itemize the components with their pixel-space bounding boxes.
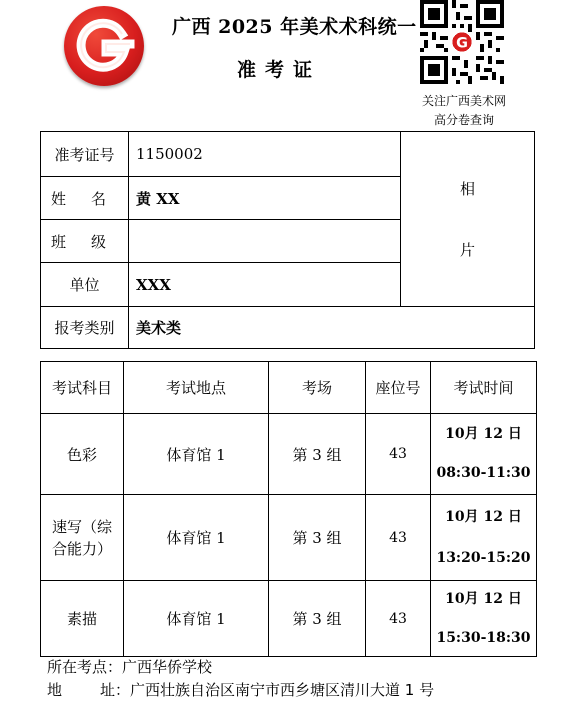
table-row-room: 第 3 组 xyxy=(292,610,342,628)
col-header-location: 考试地点 xyxy=(165,379,226,397)
qr-caption: 关注广西美术网 xyxy=(421,94,506,108)
exam-time: 15:30-18:30 xyxy=(436,629,531,646)
table-row-room: 第 3 组 xyxy=(292,445,342,464)
exam-date: 10月 12 日 xyxy=(445,508,522,525)
address-value: 广西壮族自治区南宁市西乡塘区清川大道 1 号 xyxy=(130,681,435,699)
col-header-subject: 考试科目 xyxy=(51,379,112,397)
category-value: 美术类 xyxy=(136,319,182,337)
qr-caption-sub: 高分卷查询 xyxy=(433,113,494,127)
name-value: 黄 XX xyxy=(136,189,180,208)
table-row-subject: 色彩 xyxy=(66,445,97,464)
exam-date: 10月 12 日 xyxy=(445,426,522,442)
page-subtitle: 准考证 xyxy=(237,59,322,81)
photo-label-b: 片 xyxy=(459,241,475,259)
table-row-seat: 43 xyxy=(389,529,407,546)
address-label-b: 址： xyxy=(100,681,131,699)
table-row-room: 第 3 组 xyxy=(292,529,342,547)
candidate-info-table xyxy=(40,131,535,349)
exam-schedule-table xyxy=(40,361,537,657)
address-line xyxy=(47,679,434,700)
exam-time: 08:30-11:30 xyxy=(436,465,531,481)
class-label-a: 班 xyxy=(51,232,67,251)
table-row-subject: 素描 xyxy=(66,610,97,628)
unit-label: 单位 xyxy=(69,276,100,294)
table-row-seat: 43 xyxy=(389,446,407,462)
table-row-location: 体育馆 1 xyxy=(166,529,226,547)
exam-time: 13:20-15:20 xyxy=(436,549,531,566)
col-header-seat: 座位号 xyxy=(375,379,421,397)
class-label-b: 级 xyxy=(90,232,106,251)
class-label xyxy=(41,220,128,262)
name-label xyxy=(41,177,128,219)
address-label-a: 地 xyxy=(47,681,63,699)
exam-no-label: 准考证号 xyxy=(54,145,115,164)
table-row-location: 体育馆 1 xyxy=(166,610,226,628)
table-row-seat: 43 xyxy=(389,610,407,627)
name-label-b: 名 xyxy=(90,189,106,208)
logo-icon xyxy=(64,6,144,86)
name-label-a: 姓 xyxy=(51,189,67,208)
col-header-time: 考试时间 xyxy=(453,379,514,397)
photo-box xyxy=(401,132,534,306)
unit-value: XXX xyxy=(136,275,171,294)
table-row-time xyxy=(431,581,536,656)
exam-site: 所在考点：广西华侨学校 xyxy=(47,658,213,676)
table-row-location: 体育馆 1 xyxy=(166,445,226,464)
photo-label-a: 相 xyxy=(459,180,475,198)
exam-no-value: 1150002 xyxy=(136,145,203,163)
svg-text:G: G xyxy=(456,35,468,52)
table-row-time xyxy=(431,414,536,494)
col-header-room: 考场 xyxy=(301,379,332,397)
exam-date: 10月 12 日 xyxy=(445,590,522,607)
table-row-time xyxy=(431,495,536,580)
page-title: 广西 2025 年美术术科统一 xyxy=(172,16,417,38)
class-value xyxy=(129,220,400,262)
table-row-subject: 速写（综合能力） xyxy=(51,517,112,558)
qr-code-icon xyxy=(420,0,504,84)
category-label: 报考类别 xyxy=(54,319,115,337)
